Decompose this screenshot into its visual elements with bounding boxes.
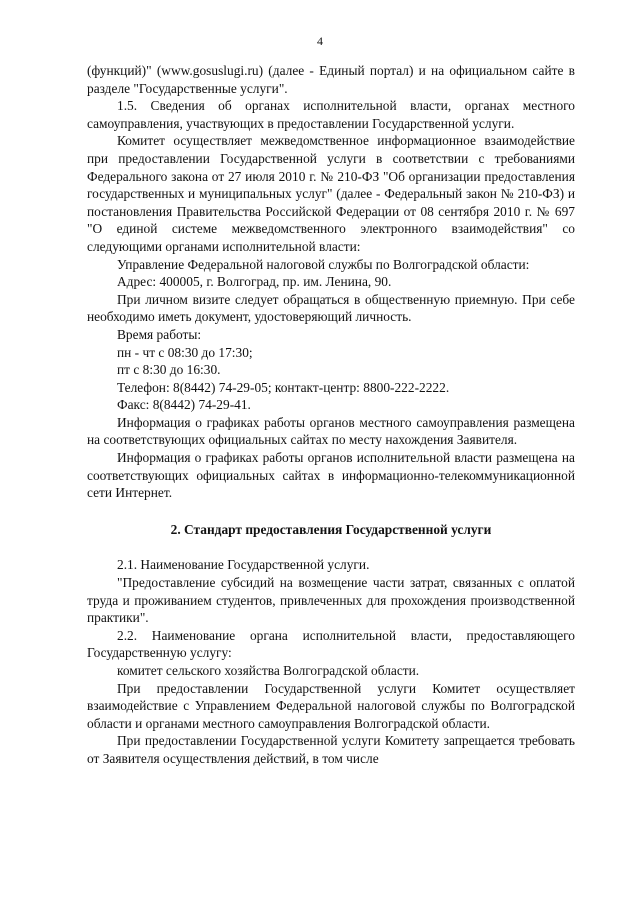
paragraph: Управление Федеральной налоговой службы по Волгоградской области: xyxy=(117,256,530,272)
paragraph: При личном визите следует обращаться в общественную приемную. При себе необходимо иметь документ, удостоверяющий личность. xyxy=(87,291,575,325)
paragraph: (функций)" (www.gosuslugi.ru) (далее - Единый портал) и на официальном сайте в разделе "Государственные услуги". xyxy=(87,63,575,96)
paragraph: При предоставлении Государственной услуги Комитет осуществляет взаимодействие с Управлением Федеральной налоговой службы по Волгоградской области и органами местного самоуправления Волгоградской области. xyxy=(87,680,575,731)
paragraph: 2.1. Наименование Государственной услуги. xyxy=(117,557,370,573)
paragraph: 1.5. Сведения об органах исполнительной власти, органах местного самоуправления, участвующих в предоставлении Государственной услуги. xyxy=(87,98,575,131)
page-number: 4 xyxy=(317,34,323,48)
paragraph: Телефон: 8(8442) 74-29-05; контакт-центр: 8800-222-2222. xyxy=(117,379,450,395)
paragraph: пт с 8:30 до 16:30. xyxy=(117,362,221,378)
paragraph: Факс: 8(8442) 74-29-41. xyxy=(117,397,251,413)
paragraph: При предоставлении Государственной услуги Комитету запрещается требовать от Заявителя осуществления действий, в том числе xyxy=(87,733,575,766)
paragraph: Адрес: 400005, г. Волгоград, пр. им. Ленина, 90. xyxy=(117,274,392,290)
paragraph: Информация о графиках работы органов исполнительной власти размещена на соответствующих официальных сайтах в информационно-телекоммуникационной сети Интернет. xyxy=(87,450,575,501)
paragraph: пн - чт с 08:30 до 17:30; xyxy=(117,344,253,360)
document-body xyxy=(87,62,575,768)
paragraph: Время работы: xyxy=(117,326,202,342)
paragraph: комитет сельского хозяйства Волгоградской области. xyxy=(117,663,420,678)
section-heading: 2. Стандарт предоставления Государственной услуги xyxy=(170,521,492,537)
paragraph: Информация о графиках работы органов местного самоуправления размещена на соответствующих официальных сайтах по месту нахождения Заявителя. xyxy=(87,414,575,448)
paragraph: 2.2. Наименование органа исполнительной власти, предоставляющего Государственную услугу: xyxy=(87,627,575,661)
paragraph: "Предоставление субсидий на возмещение части затрат, связанных с оплатой труда и проживанием студентов, привлеченных для прохождения производственной практики". xyxy=(87,575,575,626)
paragraph: Комитет осуществляет межведомственное информационное взаимодействие при предоставлении Государственной услуги в соответствии с требованиями Федерального закона от 27 июля 2010 г. № 210-ФЗ "Об организации предоставления государственных и муниципальных услуг" (далее - Федеральный закон № 210-ФЗ) и постановления Правительства Российской Федерации от 08 сентября 2010 г. № 697 "О единой системе межведомственного электронного взаимодействия" со следующими органами исполнительной власти: xyxy=(87,133,575,254)
